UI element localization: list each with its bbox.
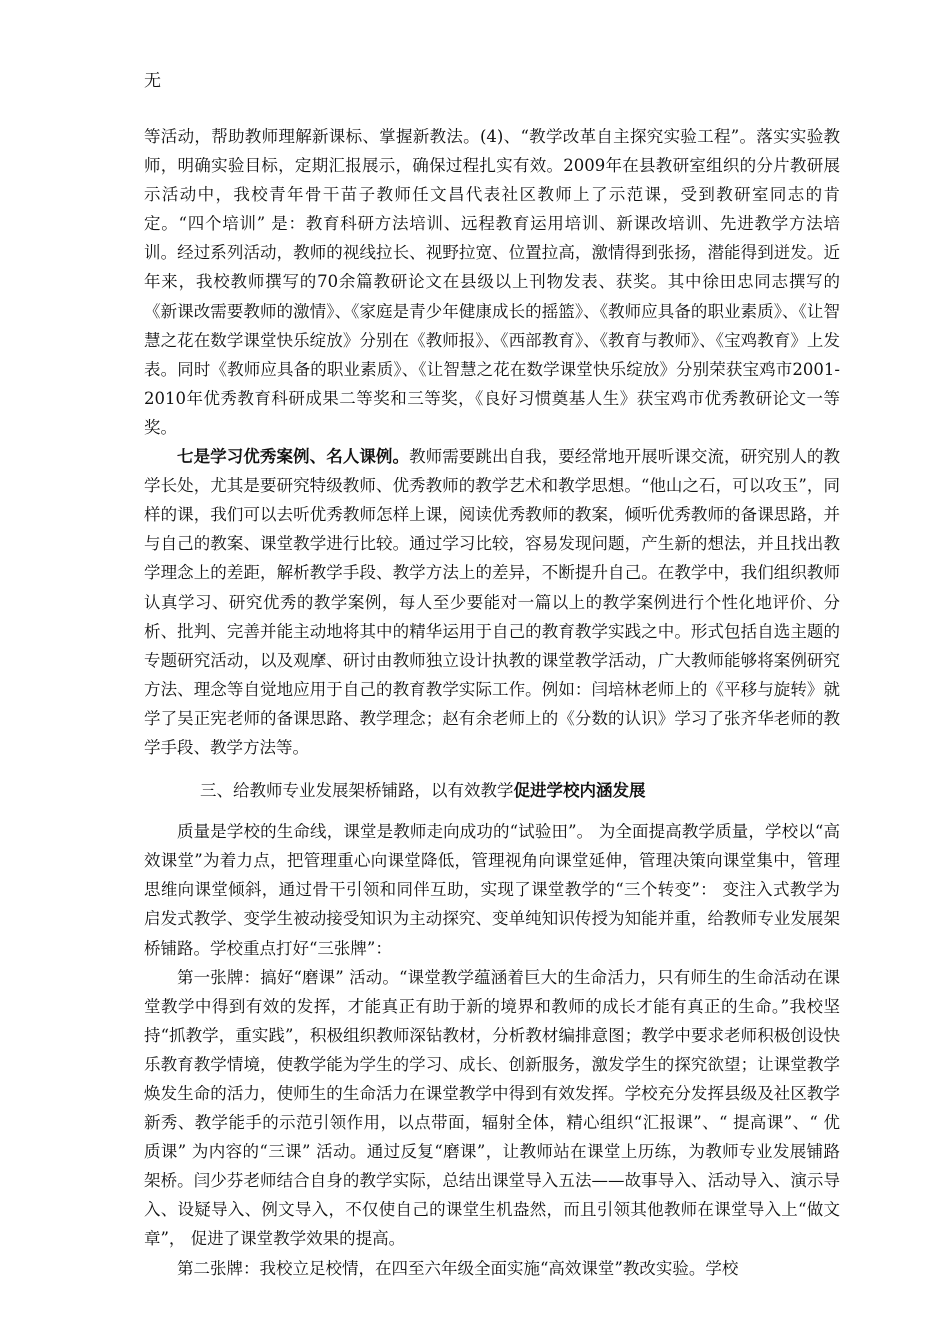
- paragraph-quality: 质量是学校的生命线，课堂是教师走向成功的“试验田”。 为全面提高教学质量，学校以“高效课堂”为着力点，把管理重心向课堂降低，管理视角向课堂延伸，管理决策向课堂集中，管理思维向课堂倾斜，通过骨干引领和同伴互助，实现了课堂教学的“三个转变”： 变注入式教学为启发式教学、变学生被动接受知识为主动探究、变单纯知识传授为知能并重，给教师专业发展架桥铺路。学校重点打好“三张牌”：: [144, 822, 840, 958]
- paragraph-body: 教师需要跳出自我，要经常地开展听课交流，研究别人的教学长处，尤其是要研究特级教师、优秀教师的教学艺术和教学思想。“他山之石，可以攻玉”，同样的课，我们可以去听优秀教师怎样上课，阅读优秀教师的教案，倾听优秀教师的备课思路，并与自己的教案、课堂教学进行比较。通过学习比较，容易发现问题，产生新的想法，并且找出教学理念上的差距，解析教学手段、教学方法上的差异，不断提升自己。在教学中，我们组织教师认真学习、研究优秀的教学案例，每人至少要能对一篇以上的教学案例进行个性化地评价、分析、批判、完善并能主动地将其中的精华运用于自己的教育教学实践之中。形式包括自选主题的专题研究活动，以及观摩、研讨由教师独立设计执教的课堂教学活动，广大教师能够将案例研究方法、理念等自觉地应用于自己的教育教学实际工作。例如：闫培林老师上的《平移与旋转》就学了吴正宪老师的备课思路、教学理念；赵有余老师上的《分数的认识》学习了张齐华老师的教学手段、教学方法等。: [144, 447, 841, 757]
- section-heading-emphasis: 促进学校内涵发展: [513, 781, 646, 801]
- section-heading-text: 三、给教师专业发展架桥铺路，以有效教学: [200, 781, 514, 801]
- page-header: 无: [144, 71, 161, 91]
- paragraph-first-card: 第一张牌：搞好“磨课” 活动。“课堂教学蕴涵着巨大的生命活力，只有师生的生命活动在课堂教学中得到有效的发挥，才能真正有助于新的境界和教师的成长才能有真正的生命。”我校坚持“抓教学，重实践”，积极组织教师深钻教材，分析教材编排意图；教学中要求老师积极创设快乐教育教学情境，使教学能为学生的学习、成长、创新服务，激发学生的探究欲望；让课堂教学焕发生命的活力，使师生的生命活力在课堂教学中得到有效发挥。学校充分发挥县级及社区教学新秀、教学能手的示范引领作用，以点带面，辐射全体，精心组织“汇报课”、“ 提高课”、“ 优质课” 为内容的“三课” 活动。通过反复“磨课”，让教师站在课堂上历练，为教师专业发展铺路架桥。闫少芬老师结合自身的教学实际，总结出课堂导入五法——故事导入、活动导入、演示导入、设疑导入、例文导入，不仅使自己的课堂生机盎然，而且引领其他教师在课堂导入上“做文章”， 促进了课堂教学效果的提高。: [144, 967, 840, 1249]
- paragraph-lead-bold: 七是学习优秀案例、名人课例。: [177, 447, 410, 467]
- document-body: [144, 122, 840, 1283]
- paragraph-second-card: 第二张牌：我校立足校情，在四至六年级全面实施“高效课堂”教改实验。学校: [177, 1258, 739, 1278]
- paragraph-teacher-training: 等活动，帮助教师理解新课标、掌握新教法。(4)、“教学改革自主探究实验工程”。落实实验教师，明确实验目标，定期汇报展示，确保过程扎实有效。2009年在县教研室组织的分片教研展示活动中，我校青年骨干苗子教师任文昌代表社区教师上了示范课，受到教研室同志的肯定。“四个培训” 是：教育科研方法培训、远程教育运用培训、新课改培训、先进教学方法培训。经过系列活动，教师的视线拉长、视野拉宽、位置拉高，激情得到张扬，潜能得到迸发。近年来，我校教师撰写的70余篇教研论文在县级以上刊物发表、获奖。其中徐田忠同志撰写的《新课改需要教师的激情》、《家庭是青少年健康成长的摇篮》、《教师应具备的职业素质》、《让智慧之花在数学课堂快乐绽放》分别在《教师报》、《西部教育》、《教育与教师》、《宝鸡教育》上发表。同时《教师应具备的职业素质》、《让智慧之花在数学课堂快乐绽放》分别荣获宝鸡市2001-2010年优秀教育科研成果二等奖和三等奖，《良好习惯奠基人生》获宝鸡市优秀教研论文一等奖。: [144, 127, 840, 437]
- paragraph-learning-cases: [144, 442, 840, 762]
- section-heading: [144, 776, 840, 805]
